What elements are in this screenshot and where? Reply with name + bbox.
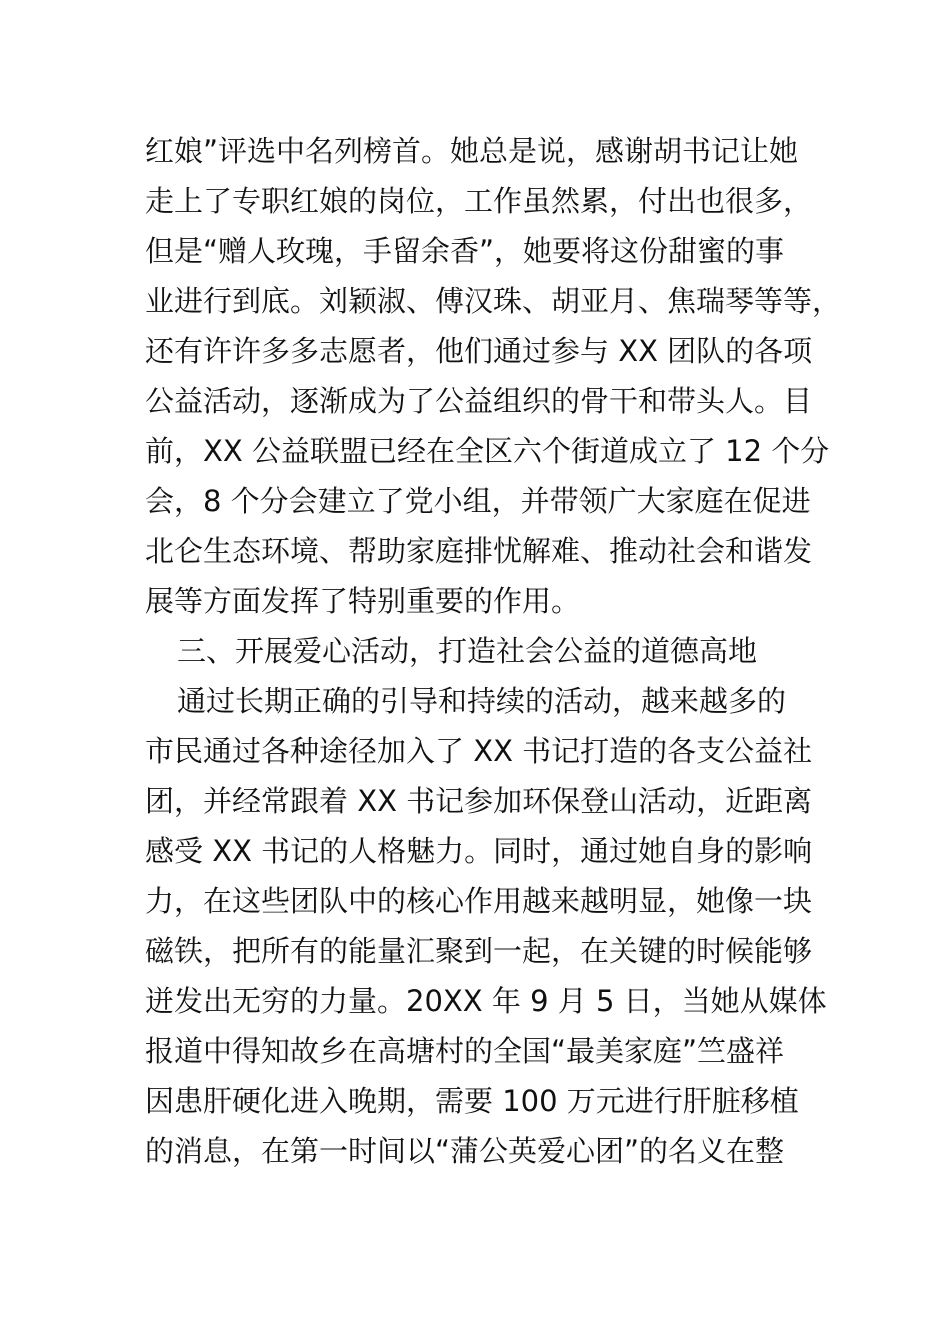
- text-line: 市民通过各种途径加入了 XX 书记打造的各支公益社: [145, 734, 813, 768]
- text-line: 报道中得知故乡在高塘村的全国“最美家庭”竺盛祥: [145, 1034, 785, 1068]
- text-line: 磁铁，把所有的能量汇聚到一起，在关键的时候能够: [145, 934, 813, 968]
- text-line: 会，8 个分会建立了党小组，并带领广大家庭在促进: [145, 484, 811, 518]
- text-line: 感受 XX 书记的人格魅力。同时，通过她自身的影响: [145, 834, 813, 868]
- text-line: 展等方面发挥了特别重要的作用。: [145, 584, 581, 618]
- text-line: 因患肝硬化进入晚期，需要 100 万元进行肝脏移植: [145, 1084, 799, 1118]
- text-line: 业进行到底。刘颖淑、傅汉珠、胡亚月、焦瑞琴等等，: [145, 284, 842, 318]
- text-line: 前，XX 公益联盟已经在全区六个街道成立了 12 个分: [145, 434, 830, 468]
- text-line: 力，在这些团队中的核心作用越来越明显，她像一块: [145, 884, 813, 918]
- text-line: 红娘”评选中名列榜首。她总是说，感谢胡书记让她: [145, 134, 799, 168]
- text-line: 北仑生态环境、帮助家庭排忧解难、推动社会和谐发: [145, 534, 813, 568]
- paragraph-first-line: 通过长期正确的引导和持续的活动，越来越多的: [177, 684, 787, 718]
- text-line: 还有许许多多志愿者，他们通过参与 XX 团队的各项: [145, 334, 813, 368]
- section-heading: 三、开展爱心活动，打造社会公益的道德高地: [177, 634, 758, 668]
- text-line: 公益活动，逐渐成为了公益组织的骨干和带头人。目: [145, 384, 813, 418]
- text-line: 团，并经常跟着 XX 书记参加环保登山活动，近距离: [145, 784, 813, 818]
- body-text: [145, 126, 842, 1176]
- text-line: 但是“赠人玫瑰，手留余香”，她要将这份甜蜜的事: [145, 234, 785, 268]
- text-line: 的消息，在第一时间以“蒲公英爱心团”的名义在整: [145, 1134, 785, 1168]
- text-line: 迸发出无穷的力量。20XX 年 9 月 5 日，当她从媒体: [145, 984, 827, 1018]
- text-line: 走上了专职红娘的岗位，工作虽然累，付出也很多，: [145, 184, 813, 218]
